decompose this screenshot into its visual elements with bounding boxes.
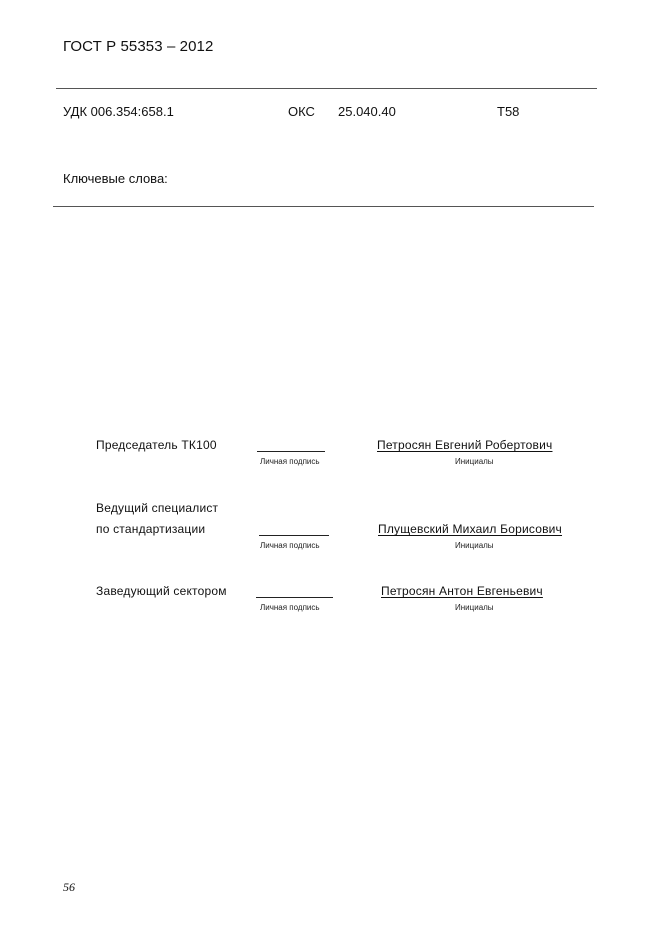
signatory-role-line1: Ведущий специалист bbox=[96, 501, 219, 515]
document-title: ГОСТ Р 55353 – 2012 bbox=[63, 38, 214, 55]
keywords-label: Ключевые слова: bbox=[63, 171, 168, 186]
classification-code: Т58 bbox=[497, 104, 520, 119]
signature-caption: Личная подпись bbox=[260, 541, 320, 550]
signature-line bbox=[259, 535, 329, 536]
signature-line bbox=[257, 451, 325, 452]
signatory-role-line2: по стандартизации bbox=[96, 522, 206, 536]
header-divider bbox=[56, 88, 597, 89]
name-caption: Инициалы bbox=[455, 603, 494, 612]
name-caption: Инициалы bbox=[455, 541, 494, 550]
signatory-name: Петросян Евгений Робертович bbox=[377, 438, 553, 452]
signatory-role: Председатель ТК100 bbox=[96, 438, 217, 452]
signatory-name: Плущевский Михаил Борисович bbox=[378, 522, 563, 536]
oks-label: ОКС bbox=[288, 104, 315, 119]
oks-value: 25.040.40 bbox=[338, 104, 396, 119]
signature-caption: Личная подпись bbox=[260, 603, 320, 612]
udk-code: УДК 006.354:658.1 bbox=[63, 104, 174, 119]
name-caption: Инициалы bbox=[455, 457, 494, 466]
signatory-name: Петросян Антон Евгеньевич bbox=[381, 584, 543, 598]
page-number: 56 bbox=[63, 880, 75, 894]
signature-line bbox=[256, 597, 333, 598]
signature-caption: Личная подпись bbox=[260, 457, 320, 466]
signatory-role: Заведующий сектором bbox=[96, 584, 227, 598]
keywords-divider bbox=[53, 206, 594, 207]
